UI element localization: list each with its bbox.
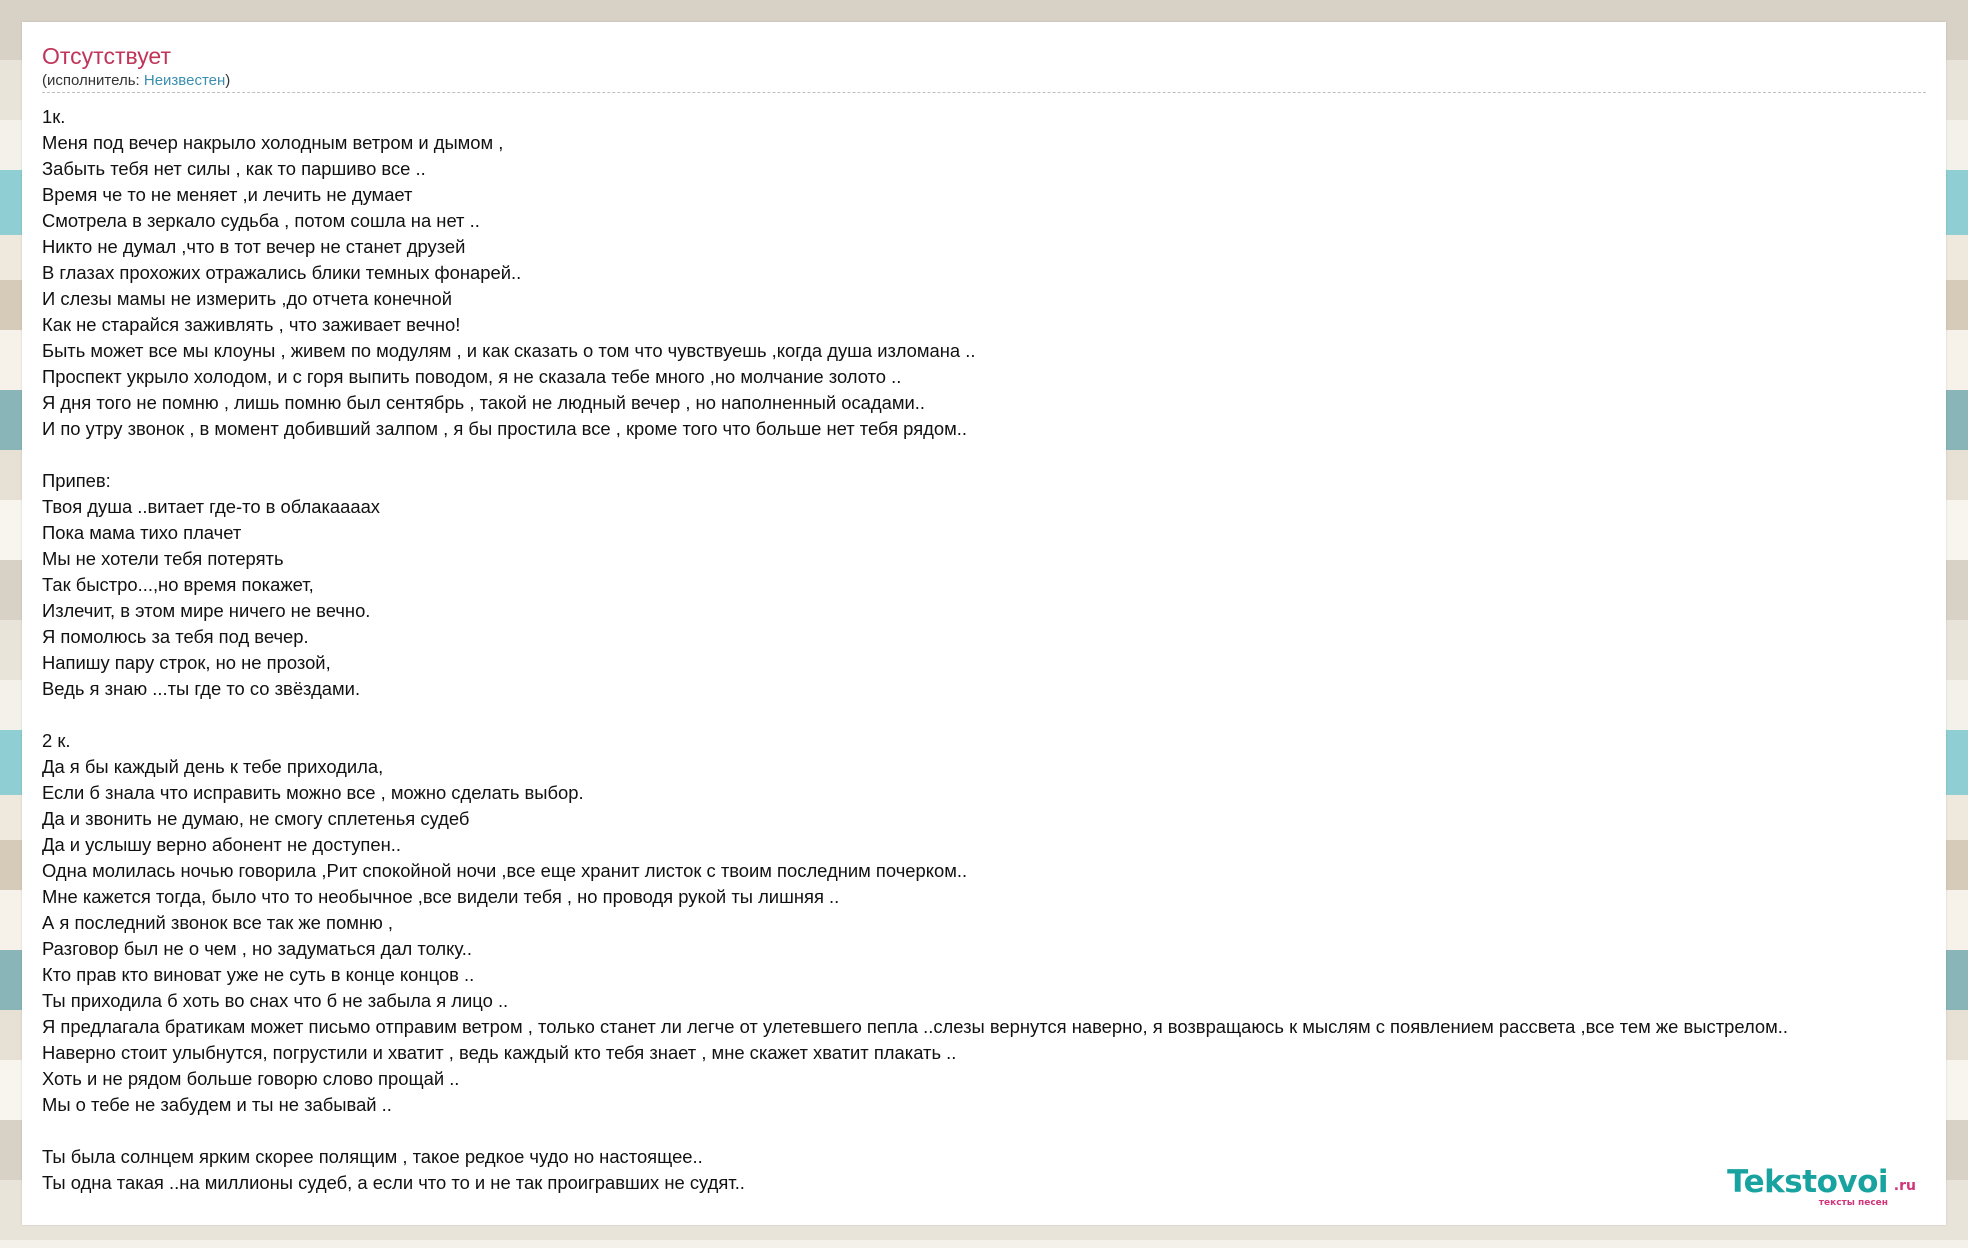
artist-prefix: (исполнитель: xyxy=(42,72,144,89)
logo-name: Tekstovoi xyxy=(1727,1164,1888,1200)
lyrics-page xyxy=(22,22,1946,1225)
logo-tagline: тексты песен xyxy=(1818,1198,1888,1208)
artist-suffix: ) xyxy=(225,72,231,89)
lyrics-text: 1к. Меня под вечер накрыло холодным ветром и дымом , Забыть тебя нет силы , как то паршиво все .. Время че то не меняет ,и лечить не думает Смотрела в зеркало судьба , потом сошла на нет .. Никто не думал ,что в тот вечер не станет друзей В глазах прохожих отражались блики темных фонарей.. И слезы мамы не измерить ,до отчета конечной Как не старайся заживлять , что заживает вечно! Быть может все мы клоуны , живем по модулям , и как сказать о том что чувствуешь ,когда душа изломана .. Проспект укрыло холодом, и с горя выпить поводом, я не сказала тебе много ,но молчание золото .. Я дня того не помню , лишь помню был сентябрь , такой не людный вечер , но наполненный осадами.. И по утру звонок , в момент добивший залпом , я бы простила все , кроме того что больше нет тебя рядом.. Припев: Твоя душа ..витает где-то в облакаааах Пока мама тихо плачет Мы не хотели тебя потерять Так быстро...,но время покажет, Излечит, в этом мире ничего не вечно. Я помолюсь за тебя под вечер. Напишу пару строк, но не прозой, Ведь я знаю ...ты где то со звёздами. 2 к. Да я бы каждый день к тебе приходила, Если б знала что исправить можно все , можно сделать выбор. Да и звонить не думаю, не смогу сплетенья судеб Да и услышу верно абонент не доступен.. Одна молилась ночью говорила ,Рит спокойной ночи ,все еще хранит листок с твоим последним почерком.. Мне кажется тогда, было что то необычное ,все видели тебя , но проводя рукой ты лишняя .. А я последний звонок все так же помню , Разговор был не о чем , но задуматься дал толку.. Кто прав кто виноват уже не суть в конце концов .. Ты приходила б хоть во снах что б не забыла я лицо .. Я предлагала братикам может письмо отправим ветром , только станет ли легче от улетевшего пепла ..слезы вернутся наверно, я возвращаюсь к мыслям с появлением рассвета ,все тем же выстрелом.. Наверно стоит улыбнутся, погрустили и хватит , ведь каждый кто тебя знает , мне скажет хватит плакать .. Хоть и не рядом больше говорю слово прощай .. Мы о тебе не забудем и ты не забывай .. Ты была солнцем ярким скорее полящим , такое редкое чудо но настоящее.. Ты одна такая ..на миллионы судеб, а если что то и не так проигравших не судят.. xyxy=(42,106,1788,1193)
artist-line xyxy=(42,72,230,90)
artist-link[interactable]: Неизвестен xyxy=(143,72,226,89)
header-divider xyxy=(42,92,1926,93)
site-logo[interactable] xyxy=(1696,1163,1916,1211)
song-title: Отсутствует xyxy=(42,43,171,69)
logo-tld: .ru xyxy=(1893,1178,1916,1194)
